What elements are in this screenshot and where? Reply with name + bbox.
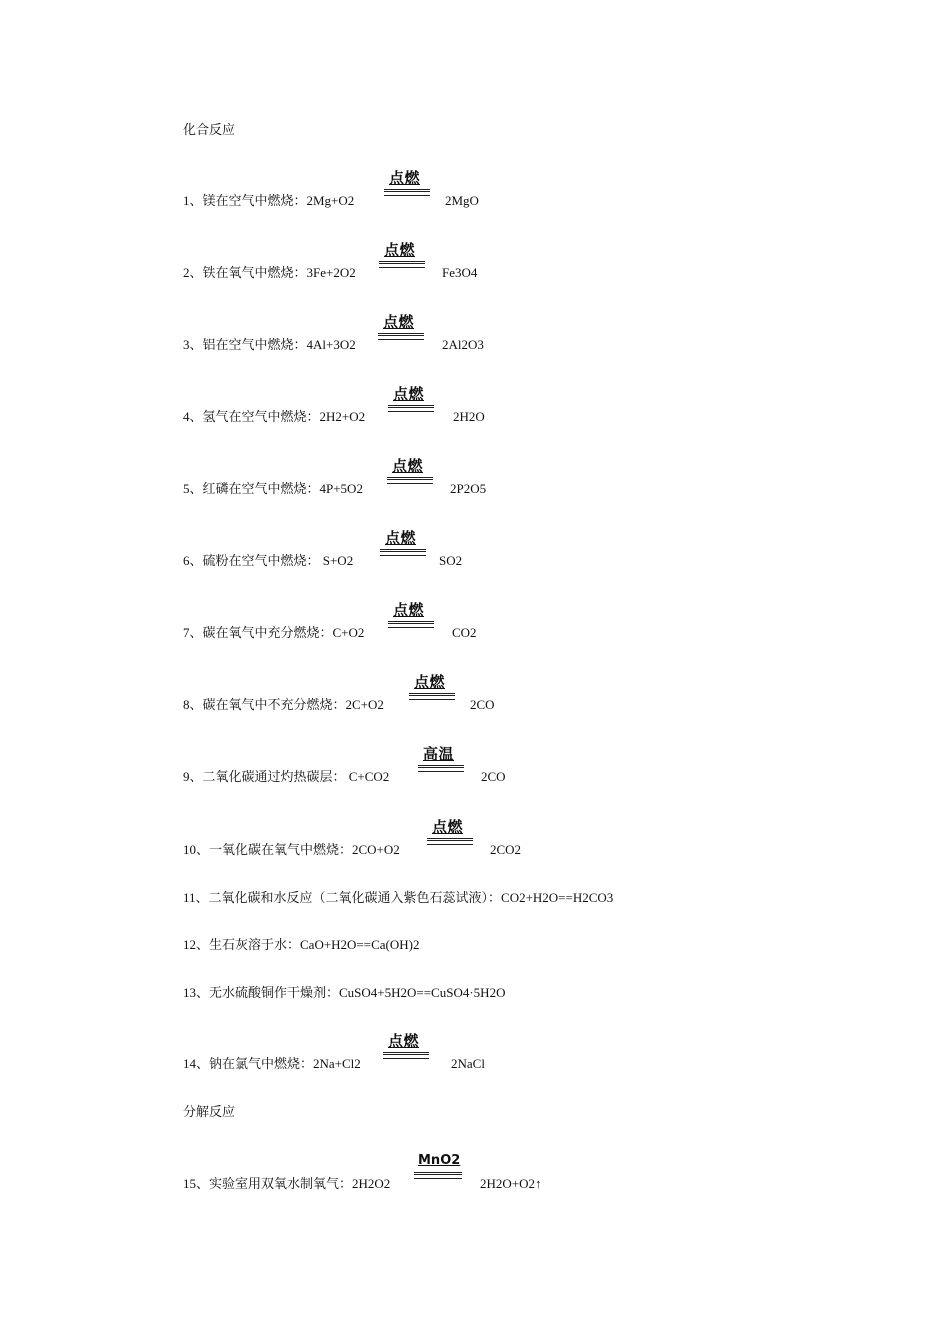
- reaction-product: 2CO: [481, 769, 506, 784]
- section-heading-combination: 化合反应: [183, 122, 236, 137]
- reaction-condition: 点燃: [432, 818, 464, 836]
- reaction-condition: 点燃: [384, 241, 416, 259]
- reaction-arrow: [378, 333, 424, 340]
- reaction-condition: 点燃: [385, 529, 417, 547]
- reaction-equation: 9、二氧化碳通过灼热碳层： C+CO2: [183, 769, 390, 784]
- reaction-condition: 高温: [423, 745, 455, 763]
- reaction-arrow: [380, 549, 426, 556]
- reaction-14: [183, 1032, 485, 1073]
- reaction-equation: 2、铁在氧气中燃烧：3Fe+2O2: [183, 265, 356, 280]
- reaction-arrow: [379, 261, 425, 268]
- reaction-condition: 点燃: [392, 457, 424, 475]
- reaction-2: [183, 241, 478, 282]
- reaction-arrow: [409, 693, 455, 700]
- reaction-11: [183, 889, 613, 907]
- section-heading-decomposition: 分解反应: [183, 1104, 236, 1119]
- reaction-equation: 10、一氧化碳在氧气中燃烧：2CO+O2: [183, 842, 400, 857]
- reaction-7: [183, 601, 477, 642]
- reaction-3: [183, 313, 484, 354]
- reaction-9: [183, 745, 506, 786]
- reaction-equation: 12、生石灰溶于水：CaO+H2O==Ca(OH)2: [183, 937, 420, 952]
- reaction-equation: 11、二氧化碳和水反应（二氧化碳通入紫色石蕊试液）：CO2+H2O==H2CO3: [183, 890, 614, 905]
- reaction-product: 2H2O+O2↑: [480, 1176, 542, 1191]
- reaction-equation: 1、镁在空气中燃烧：2Mg+O2: [183, 193, 355, 208]
- reaction-product: 2P2O5: [450, 481, 487, 496]
- reaction-arrow: [388, 621, 434, 628]
- reaction-equation: 7、碳在氧气中充分燃烧：C+O2: [183, 625, 365, 640]
- reaction-condition: 点燃: [414, 673, 446, 691]
- reaction-condition: 点燃: [383, 313, 415, 331]
- reaction-arrow: [388, 405, 434, 412]
- reaction-product: SO2: [439, 553, 463, 568]
- reaction-condition: 点燃: [388, 1032, 420, 1050]
- reaction-arrow: [427, 838, 473, 845]
- reaction-product: 2H2O: [453, 409, 485, 424]
- reaction-13: [183, 984, 505, 1002]
- reaction-arrow: [384, 189, 430, 196]
- reaction-12: [183, 936, 419, 954]
- reaction-arrow: [387, 477, 433, 484]
- reaction-product: 2Al2O3: [442, 337, 484, 352]
- reaction-product: 2CO2: [490, 842, 522, 857]
- reaction-15: [183, 1153, 542, 1193]
- reaction-equation: 15、实验室用双氧水制氧气：2H2O2: [183, 1176, 391, 1191]
- reaction-4: [183, 385, 485, 426]
- reaction-equation: 13、无水硫酸铜作干燥剂：CuSO4+5H2O==CuSO4·5H2O: [183, 985, 506, 1000]
- reaction-1: [183, 169, 479, 210]
- reaction-condition: 点燃: [393, 601, 425, 619]
- reaction-equation: 4、氢气在空气中燃烧：2H2+O2: [183, 409, 366, 424]
- reaction-equation: 5、红磷在空气中燃烧：4P+5O2: [183, 481, 363, 496]
- reaction-product: 2MgO: [445, 193, 479, 208]
- reaction-equation: 8、碳在氧气中不充分燃烧：2C+O2: [183, 697, 384, 712]
- reaction-condition: MnO2: [418, 1153, 461, 1168]
- reaction-10: [183, 818, 522, 859]
- reaction-equation: 3、铝在空气中燃烧：4Al+3O2: [183, 337, 356, 352]
- reaction-condition: 点燃: [389, 169, 421, 187]
- reaction-product: 2CO: [470, 697, 495, 712]
- reaction-arrow: [383, 1052, 429, 1059]
- reaction-product: CO2: [452, 625, 477, 640]
- reaction-condition: 点燃: [393, 385, 425, 403]
- reaction-equation: 6、硫粉在空气中燃烧： S+O2: [183, 553, 354, 568]
- reaction-6: [183, 529, 463, 570]
- reaction-8: [183, 673, 495, 714]
- reaction-equation: 14、钠在氯气中燃烧：2Na+Cl2: [183, 1056, 361, 1071]
- reaction-arrow: [418, 765, 464, 772]
- reaction-arrow: [414, 1172, 462, 1179]
- reaction-5: [183, 457, 487, 498]
- reaction-product: 2NaCl: [451, 1056, 485, 1071]
- reaction-product: Fe3O4: [442, 265, 478, 280]
